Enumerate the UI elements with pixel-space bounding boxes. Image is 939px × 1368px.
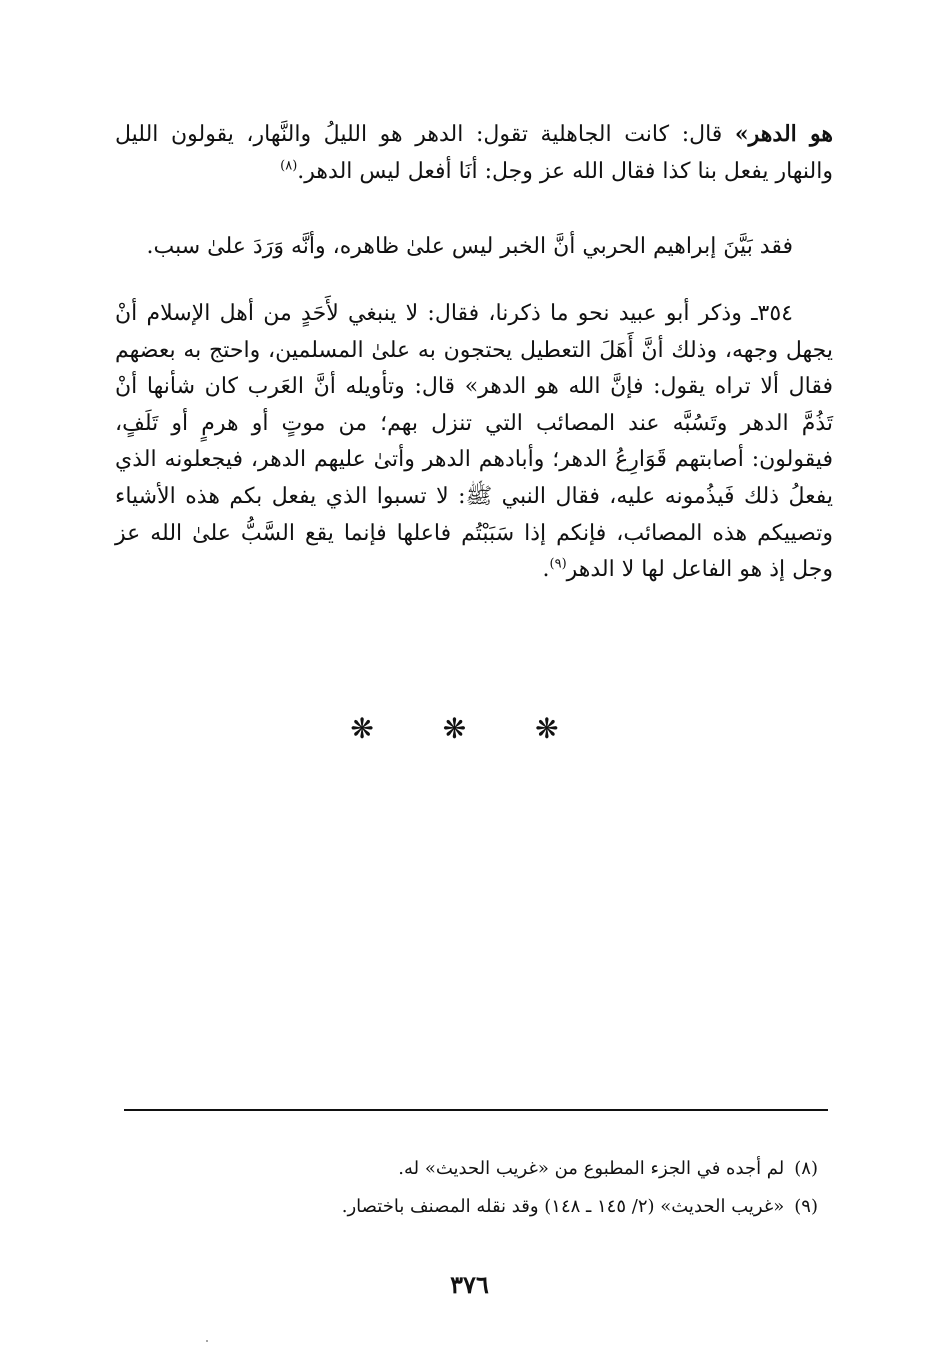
section-separator: ❋ ❋ ❋	[350, 712, 589, 745]
footnote-divider	[124, 1109, 828, 1111]
footnote-8	[115, 1150, 818, 1188]
footnote-number: (٩)	[794, 1196, 818, 1217]
paragraph-2: فقد بَيَّنَ إبراهيم الحربي أنَّ الخبر ليس علىٰ ظاهره، وأنَّه وَرَدَ علىٰ سبب.	[146, 234, 793, 259]
footnotes	[115, 1150, 818, 1226]
scan-speck	[206, 1340, 208, 1342]
quoted-phrase: هو الدهر»	[734, 121, 834, 147]
page-number: ٣٧٦	[450, 1270, 489, 1299]
footnote-text: لم أجده في الجزء المطبوع من «غريب الحديث» له.	[398, 1158, 785, 1179]
footnote-9	[115, 1188, 818, 1226]
footnote-number: (٨)	[794, 1158, 818, 1179]
paragraph-1-text: قال: كانت الجاهلية تقول: الدهر هو الليلُ والنَّهار، يقولون الليل والنهار يفعل بنا كذا فقال الله عز وجل: أنَا أفعل ليس الدهر.	[115, 122, 833, 184]
paragraph-354	[115, 296, 833, 589]
paragraph-354-end: .	[542, 557, 550, 583]
footnote-text: «غريب الحديث» (٢/ ١٤٥ ـ ١٤٨) وقد نقله المصنف باختصار.	[341, 1196, 785, 1217]
footnote-ref-8[interactable]: (٨)	[280, 158, 298, 174]
paragraph-1	[115, 116, 833, 190]
footnote-ref-9[interactable]: (٩)	[549, 556, 567, 572]
paragraph-354-text: ٣٥٤ـ وذكر أبو عبيد نحو ما ذكرنا، فقال: لا ينبغي لأَحَدٍ من أهل الإسلام أنْ يجهل وجهه، وذلك أنَّ أَهَلَ التعطيل يحتجون به علىٰ المسلمين، واحتج به بعضهم فقال ألا تراه يقول: فإنَّ الله هو الدهر» قال: وتأويله أنَّ العَرب كان شأنها أنْ تَذُمَّ الدهر وتَسُبَّه عند المصائب التي تنزل بهم؛ من موتٍ أو هرمٍ أو تَلَفٍ، فيقولون: أصابتهم قَوَارِعُ الدهر؛ وأبادهم الدهر وأتىٰ عليهم الدهر، فيجعلونه الذي يفعلُ ذلك فَيذُمونه عليه، فقال النبي ﷺ: لا تسبوا الذي يفعل بكم هذه الأشياء وتصييكم هذه المصائب، فإنكم إذا سَبَبْتُم فاعلها فإنما يقع السَّبُّ علىٰ الله عز وجل إذ هو الفاعل لها لا الدهر	[115, 301, 833, 583]
